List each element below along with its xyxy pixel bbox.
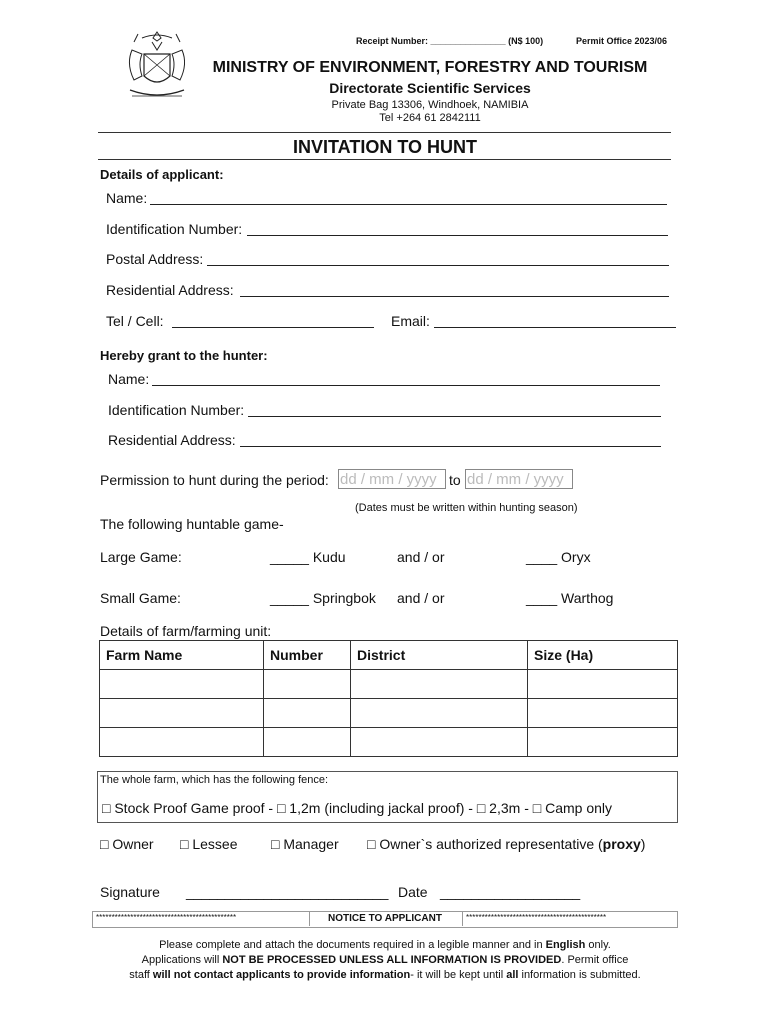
applicant-tel-field[interactable] bbox=[172, 327, 374, 328]
game-intro: The following huntable game- bbox=[100, 516, 284, 532]
number-cell[interactable] bbox=[264, 670, 351, 699]
farm-name-cell[interactable] bbox=[100, 699, 264, 728]
signature-label: Signature bbox=[100, 884, 160, 900]
applicant-residential-field[interactable] bbox=[240, 296, 669, 297]
form-title: INVITATION TO HUNT bbox=[293, 137, 477, 157]
notice-text-span: Please complete and attach the documents required in a legible manner and in bbox=[159, 939, 546, 951]
notice-text-span: Applications will bbox=[141, 954, 223, 966]
size-cell[interactable] bbox=[528, 670, 678, 699]
permit-office-code: Permit Office 2023/06 bbox=[576, 36, 668, 46]
notice-text-span: only. bbox=[585, 939, 611, 951]
notice-text-span: information is submitted. bbox=[518, 969, 641, 981]
notice-stars-left: ********************************************* bbox=[96, 913, 237, 922]
applicant-name-field[interactable] bbox=[150, 204, 667, 205]
notice-text-bold: NOT BE PROCESSED UNLESS ALL INFORMATION IS PROVIDED bbox=[222, 954, 562, 966]
large-game-label: Large Game: bbox=[100, 549, 182, 565]
number-cell[interactable] bbox=[264, 699, 351, 728]
period-to-label: to bbox=[449, 472, 461, 488]
applicant-tel-label: Tel / Cell: bbox=[106, 313, 164, 329]
postal-address: Private Bag 13306, Windhoek, NAMIBIA bbox=[331, 99, 529, 111]
divider bbox=[98, 159, 671, 160]
divider bbox=[98, 132, 671, 133]
proxy-label-suffix: ) bbox=[640, 836, 646, 852]
notice-text-bold: English bbox=[545, 939, 586, 951]
proxy-label-bold: proxy bbox=[602, 836, 641, 852]
signature-field[interactable]: __________________________ bbox=[186, 884, 389, 900]
district-header: District bbox=[351, 641, 528, 670]
number-cell[interactable] bbox=[264, 728, 351, 757]
notice-line-2 bbox=[60, 953, 710, 968]
table-row bbox=[100, 728, 678, 757]
role-manager-checkbox[interactable]: □ Manager bbox=[271, 836, 339, 852]
period-note: (Dates must be written within hunting season) bbox=[355, 502, 578, 514]
size-header: Size (Ha) bbox=[528, 641, 678, 670]
notice-text-span: staff bbox=[129, 969, 153, 981]
role-proxy-checkbox[interactable] bbox=[367, 836, 645, 852]
hunter-heading: Hereby grant to the hunter: bbox=[100, 348, 268, 363]
size-cell[interactable] bbox=[528, 728, 678, 757]
role-lessee-checkbox[interactable]: □ Lessee bbox=[180, 836, 238, 852]
notice-text bbox=[60, 938, 710, 983]
fence-options[interactable]: □ Stock Proof Game proof - □ 1,2m (including jackal proof) - □ 2,3m - □ Camp only bbox=[102, 800, 613, 816]
farm-name-header: Farm Name bbox=[100, 641, 264, 670]
notice-text-bold: all bbox=[506, 969, 519, 981]
hunter-residential-label: Residential Address: bbox=[108, 432, 236, 448]
applicant-postal-field[interactable] bbox=[207, 265, 669, 266]
applicant-postal-label: Postal Address: bbox=[106, 251, 204, 267]
farm-name-cell[interactable] bbox=[100, 670, 264, 699]
district-cell[interactable] bbox=[351, 728, 528, 757]
small-game-label: Small Game: bbox=[100, 590, 181, 606]
notice-stars-right: ********************************************* bbox=[466, 913, 607, 922]
applicant-email-field[interactable] bbox=[434, 327, 676, 328]
date-field[interactable]: __________________ bbox=[440, 884, 581, 900]
farm-table-header bbox=[100, 641, 678, 670]
fence-heading: The whole farm, which has the following fence: bbox=[100, 774, 329, 786]
table-row bbox=[100, 670, 678, 699]
applicant-name-label: Name: bbox=[106, 190, 148, 206]
notice-text-bold: will not contact applicants to provide information bbox=[152, 969, 411, 981]
period-from-date[interactable]: dd / mm / yyyy bbox=[338, 469, 446, 489]
farm-heading: Details of farm/farming unit: bbox=[100, 623, 272, 639]
number-header: Number bbox=[264, 641, 351, 670]
proxy-label-prefix: □ Owner`s authorized representative ( bbox=[367, 836, 603, 852]
hunter-id-label: Identification Number: bbox=[108, 402, 245, 418]
farm-table bbox=[99, 640, 678, 757]
telephone: Tel +264 61 2842111 bbox=[379, 112, 481, 124]
district-cell[interactable] bbox=[351, 699, 528, 728]
applicant-heading: Details of applicant: bbox=[100, 167, 224, 182]
large-game-kudu[interactable]: _____ Kudu bbox=[270, 549, 346, 565]
table-row bbox=[100, 699, 678, 728]
large-game-andor: and / or bbox=[397, 549, 445, 565]
applicant-id-field[interactable] bbox=[247, 235, 668, 236]
notice-label: NOTICE TO APPLICANT bbox=[328, 913, 442, 924]
small-game-andor: and / or bbox=[397, 590, 445, 606]
notice-line-1 bbox=[60, 938, 710, 953]
receipt-number: Receipt Number: _______________ (N$ 100) bbox=[356, 36, 544, 46]
large-game-oryx[interactable]: ____ Oryx bbox=[526, 549, 591, 565]
applicant-residential-label: Residential Address: bbox=[106, 282, 234, 298]
small-game-springbok[interactable]: _____ Springbok bbox=[270, 590, 376, 606]
notice-text-span: - it will be kept until bbox=[410, 969, 507, 981]
district-cell[interactable] bbox=[351, 670, 528, 699]
hunter-residential-field[interactable] bbox=[240, 446, 661, 447]
role-owner-checkbox[interactable]: □ Owner bbox=[100, 836, 154, 852]
hunter-name-label: Name: bbox=[108, 371, 150, 387]
notice-line-3 bbox=[60, 968, 710, 983]
small-game-warthog[interactable]: ____ Warthog bbox=[526, 590, 614, 606]
period-label: Permission to hunt during the period: bbox=[100, 472, 329, 488]
period-to-date[interactable]: dd / mm / yyyy bbox=[465, 469, 573, 489]
hunter-name-field[interactable] bbox=[152, 385, 660, 386]
farm-name-cell[interactable] bbox=[100, 728, 264, 757]
applicant-email-label: Email: bbox=[391, 313, 430, 329]
hunter-id-field[interactable] bbox=[248, 416, 661, 417]
applicant-id-label: Identification Number: bbox=[106, 221, 243, 237]
size-cell[interactable] bbox=[528, 699, 678, 728]
directorate-name: Directorate Scientific Services bbox=[329, 80, 531, 96]
notice-text-span: . Permit office bbox=[561, 954, 629, 966]
ministry-name: MINISTRY OF ENVIRONMENT, FORESTRY AND TOURISM bbox=[212, 59, 648, 76]
date-label: Date bbox=[398, 884, 428, 900]
